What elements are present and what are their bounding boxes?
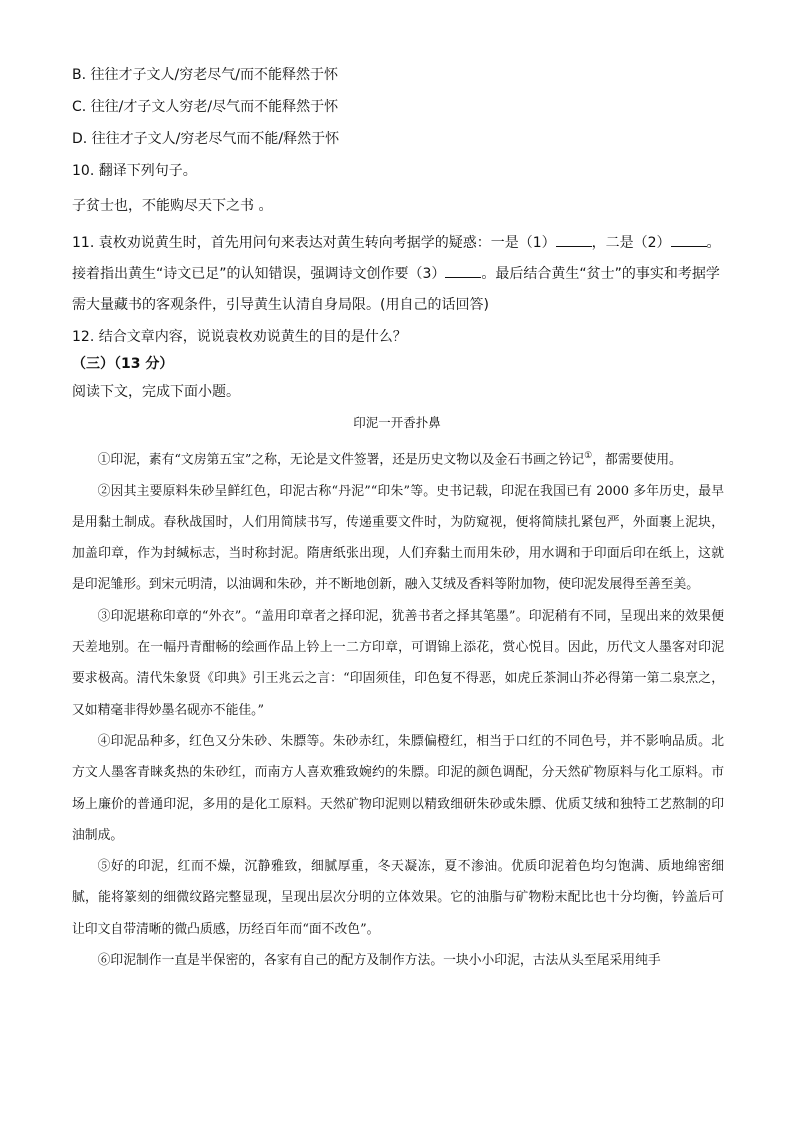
section-instruction: 阅读下文，完成下面小题。 [72,384,240,400]
option-d: D. 往往才子文人/穷老尽气而不能/释然于怀 [72,131,340,147]
paragraph-6: ⑥印泥制作一直是半保密的，各家有自己的配方及制作方法。一块小小印泥，古法从头至尾采用纯手 [97,953,661,969]
footnote-marker: ① [584,451,593,461]
question-10-sentence: 子贫士也，不能购尽天下之书 。 [72,198,273,214]
paragraph-2: ②因其主要原料朱砂呈鲜红色，印泥古称“丹泥”“印朱”等。史书记载，印泥在我国已有 2000 多年历史，最早是用黏土制成。春秋战国时，人们用简牍书写，传递重要文件时，为防窥视，便将简牍扎紧包严，外面裹上泥块，加盖印章，作为封缄标志，当时称封泥。隋唐纸张出现，人们弃黏土而用朱砂，用水调和于印面后印在纸上，这就是印泥雏形。到宋元明清，以油调和朱砂，并不断地创新，融入艾绒及香料等附加物，使印泥发展得至善至美。 [72,483,724,593]
article-body [72,441,724,976]
paragraph-4: ④印泥品种多，红色又分朱砂、朱膘等。朱砂赤红，朱膘偏橙红，相当于口红的不同色号，并不影响品质。北方文人墨客青睐炙热的朱砂红，而南方人喜欢雅致婉约的朱膘。印泥的颜色调配，分天然矿物原料与化工原料。市场上廉价的普通印泥，多用的是化工原料。天然矿物印泥则以精致细研朱砂或朱膘、优质艾绒和独特工艺熬制的印油制成。 [72,733,724,843]
option-b: B. 往往才子文人/穷老尽气/而不能释然于怀 [72,67,338,83]
answer-blank-1[interactable] [556,232,592,247]
q11-part3: 。接着指出黄生“诗文已足”的认知错误，强调诗文创作要（3） [72,235,721,282]
paragraph-3: ③印泥堪称印章的“外衣”。“盖用印章者之择印泥，犹善书者之择其笔墨”。印泥稍有不同，呈现出来的效果便天差地别。在一幅丹青酣畅的绘画作品上钤上一二方印章，可谓锦上添花，赏心悦目。因此，历代文人墨客对印泥要求极高。清代朱象贤《印典》引王兆云之言：“印固须佳，印色复不得恶，如虎丘茶洞山芥必得第一第二泉烹之，又如精毫非得妙墨名砚亦不能佳。” [72,608,724,718]
answer-blank-2[interactable] [671,232,707,247]
option-c: C. 往往/才子文人穷老/尽气而不能释然于怀 [72,99,339,115]
q11-part4: 。最后结合黄生“贫士”的事实和考据学需大量藏书的客观条件，引导黄生认清自身局限。(用自己的话回答) [72,266,720,313]
question-12: 12. 结合文章内容，说说袁枚劝说黄生的目的是什么？ [72,329,407,345]
paragraph-1: ①印泥，素有“文房第五宝”之称，无论是文件签署，还是历史文物以及金石书画之钤记①，都需要使用。 [97,451,682,468]
paragraph-5: ⑤好的印泥，红而不燥，沉静雅致，细腻厚重，冬天凝冻，夏不渗油。优质印泥着色均匀饱满、质地绵密细腻，能将篆刻的细微纹路完整显现，呈现出层次分明的立体效果。它的油脂与矿物粉末配比也十分均衡，钤盖后可让印文自带清晰的微凸质感，历经百年而“面不改色”。 [72,859,724,937]
question-10: 10. 翻译下列句子。 [72,163,197,179]
q11-part1: 11. 袁枚劝说黄生时，首先用问句来表达对黄生转向考据学的疑惑：一是（1） [72,235,556,251]
article-title: 印泥一开香扑鼻 [353,415,441,430]
answer-blank-3[interactable] [445,263,481,278]
q11-part2: ，二是（2） [591,235,671,251]
section-heading: （三）（13 分） [72,356,174,372]
question-11 [72,228,724,321]
